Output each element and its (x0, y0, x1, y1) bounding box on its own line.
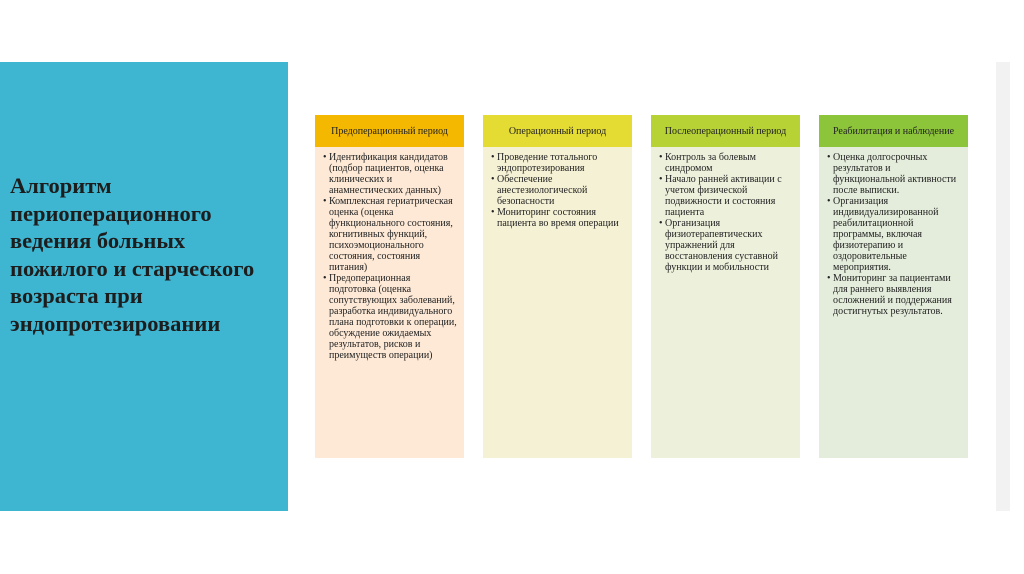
list-item-text: Организация индивидуализированной реабилитационной программы, включая физиотерапию и оздоровительные мероприятия. (833, 196, 939, 273)
column-header-label: Послеоперационный период (664, 125, 787, 137)
column-rehabilitation (819, 115, 968, 458)
column-header-label: Реабилитация и наблюдение (832, 125, 955, 137)
list-item-text: Контроль за болевым синдромом (665, 152, 756, 174)
column-header (483, 115, 632, 147)
column-header (819, 115, 968, 147)
list-item: • Организация индивидуализированной реабилитационной программы, включая физиотерапию и оздоровительные мероприятия. (827, 196, 962, 273)
column-header (315, 115, 464, 147)
list-item: • Мониторинг за пациентами для раннего выявления осложнений и поддержания достигнутых результатов. (827, 273, 962, 317)
list-item-text: Обеспечение анестезиологической безопасности (497, 174, 588, 207)
column-preoperative (315, 115, 464, 458)
list-item-text: Организация физиотерапевтических упражнений для восстановления суставной функции и мобильности (665, 218, 778, 273)
list-item: • Мониторинг состояния пациента во время операции (491, 207, 626, 229)
column-header (651, 115, 800, 147)
column-body (819, 147, 968, 458)
column-postoperative (651, 115, 800, 458)
list-item: • Обеспечение анестезиологической безопасности (491, 174, 626, 207)
list-item: • Контроль за болевым синдромом (659, 152, 794, 174)
list-item-text: Мониторинг за пациентами для раннего выявления осложнений и поддержания достигнутых результатов. (833, 273, 952, 317)
column-header-label: Операционный период (508, 125, 607, 137)
list-item: • Предоперационная подготовка (оценка сопутствующих заболеваний, разработка индивидуального плана подготовки к операции, обсуждение ожидаемых результатов, рисков и преимуществ операции) (323, 273, 457, 361)
list-item: • Идентификация кандидатов (подбор пациентов, оценка клинических и анамнестических данных) (323, 152, 458, 196)
list-item-text: Оценка долгосрочных результатов и функциональной активности после выписки. (833, 152, 957, 196)
list-item-text: Мониторинг состояния пациента во время операции (497, 207, 619, 229)
list-item: • Организация физиотерапевтических упражнений для восстановления суставной функции и мобильности (659, 218, 794, 273)
list-item: • Комплексная гериатрическая оценка (оценка функционального состояния, когнитивных функций, психоэмоционального состояния, состояния питания) (323, 196, 458, 273)
column-body (483, 147, 632, 458)
list-item-text: Проведение тотального эндопротезирования (497, 152, 598, 174)
list-item-text: Начало ранней активации с учетом физической подвижности и состояния пациента (665, 174, 782, 218)
list-item-text: Предоперационная подготовка (оценка сопутствующих заболеваний, разработка индивидуального плана подготовки к операции, обсуждение ожидаемых результатов, рисков и преимуществ операции) (329, 273, 457, 361)
list-item: • Проведение тотального эндопротезирования (491, 152, 626, 174)
scrollbar[interactable] (996, 62, 1010, 511)
list-item: • Оценка долгосрочных результатов и функциональной активности после выписки. (827, 152, 962, 196)
list-item-text: Комплексная гериатрическая оценка (оценка функционального состояния, когнитивных функций, психоэмоционального состояния, состояния питания) (329, 196, 453, 273)
column-operative (483, 115, 632, 458)
column-body (651, 147, 800, 458)
list-item: • Начало ранней активации с учетом физической подвижности и состояния пациента (659, 174, 794, 218)
column-header-label: Предоперационный период (331, 125, 448, 137)
column-body (315, 147, 464, 458)
slide-title: Алгоритм периоперационного ведения больных пожилого и старческого возраста при эндопротезировании (10, 173, 255, 336)
list-item-text: Идентификация кандидатов (подбор пациентов, оценка клинических и анамнестических данных) (329, 152, 448, 196)
